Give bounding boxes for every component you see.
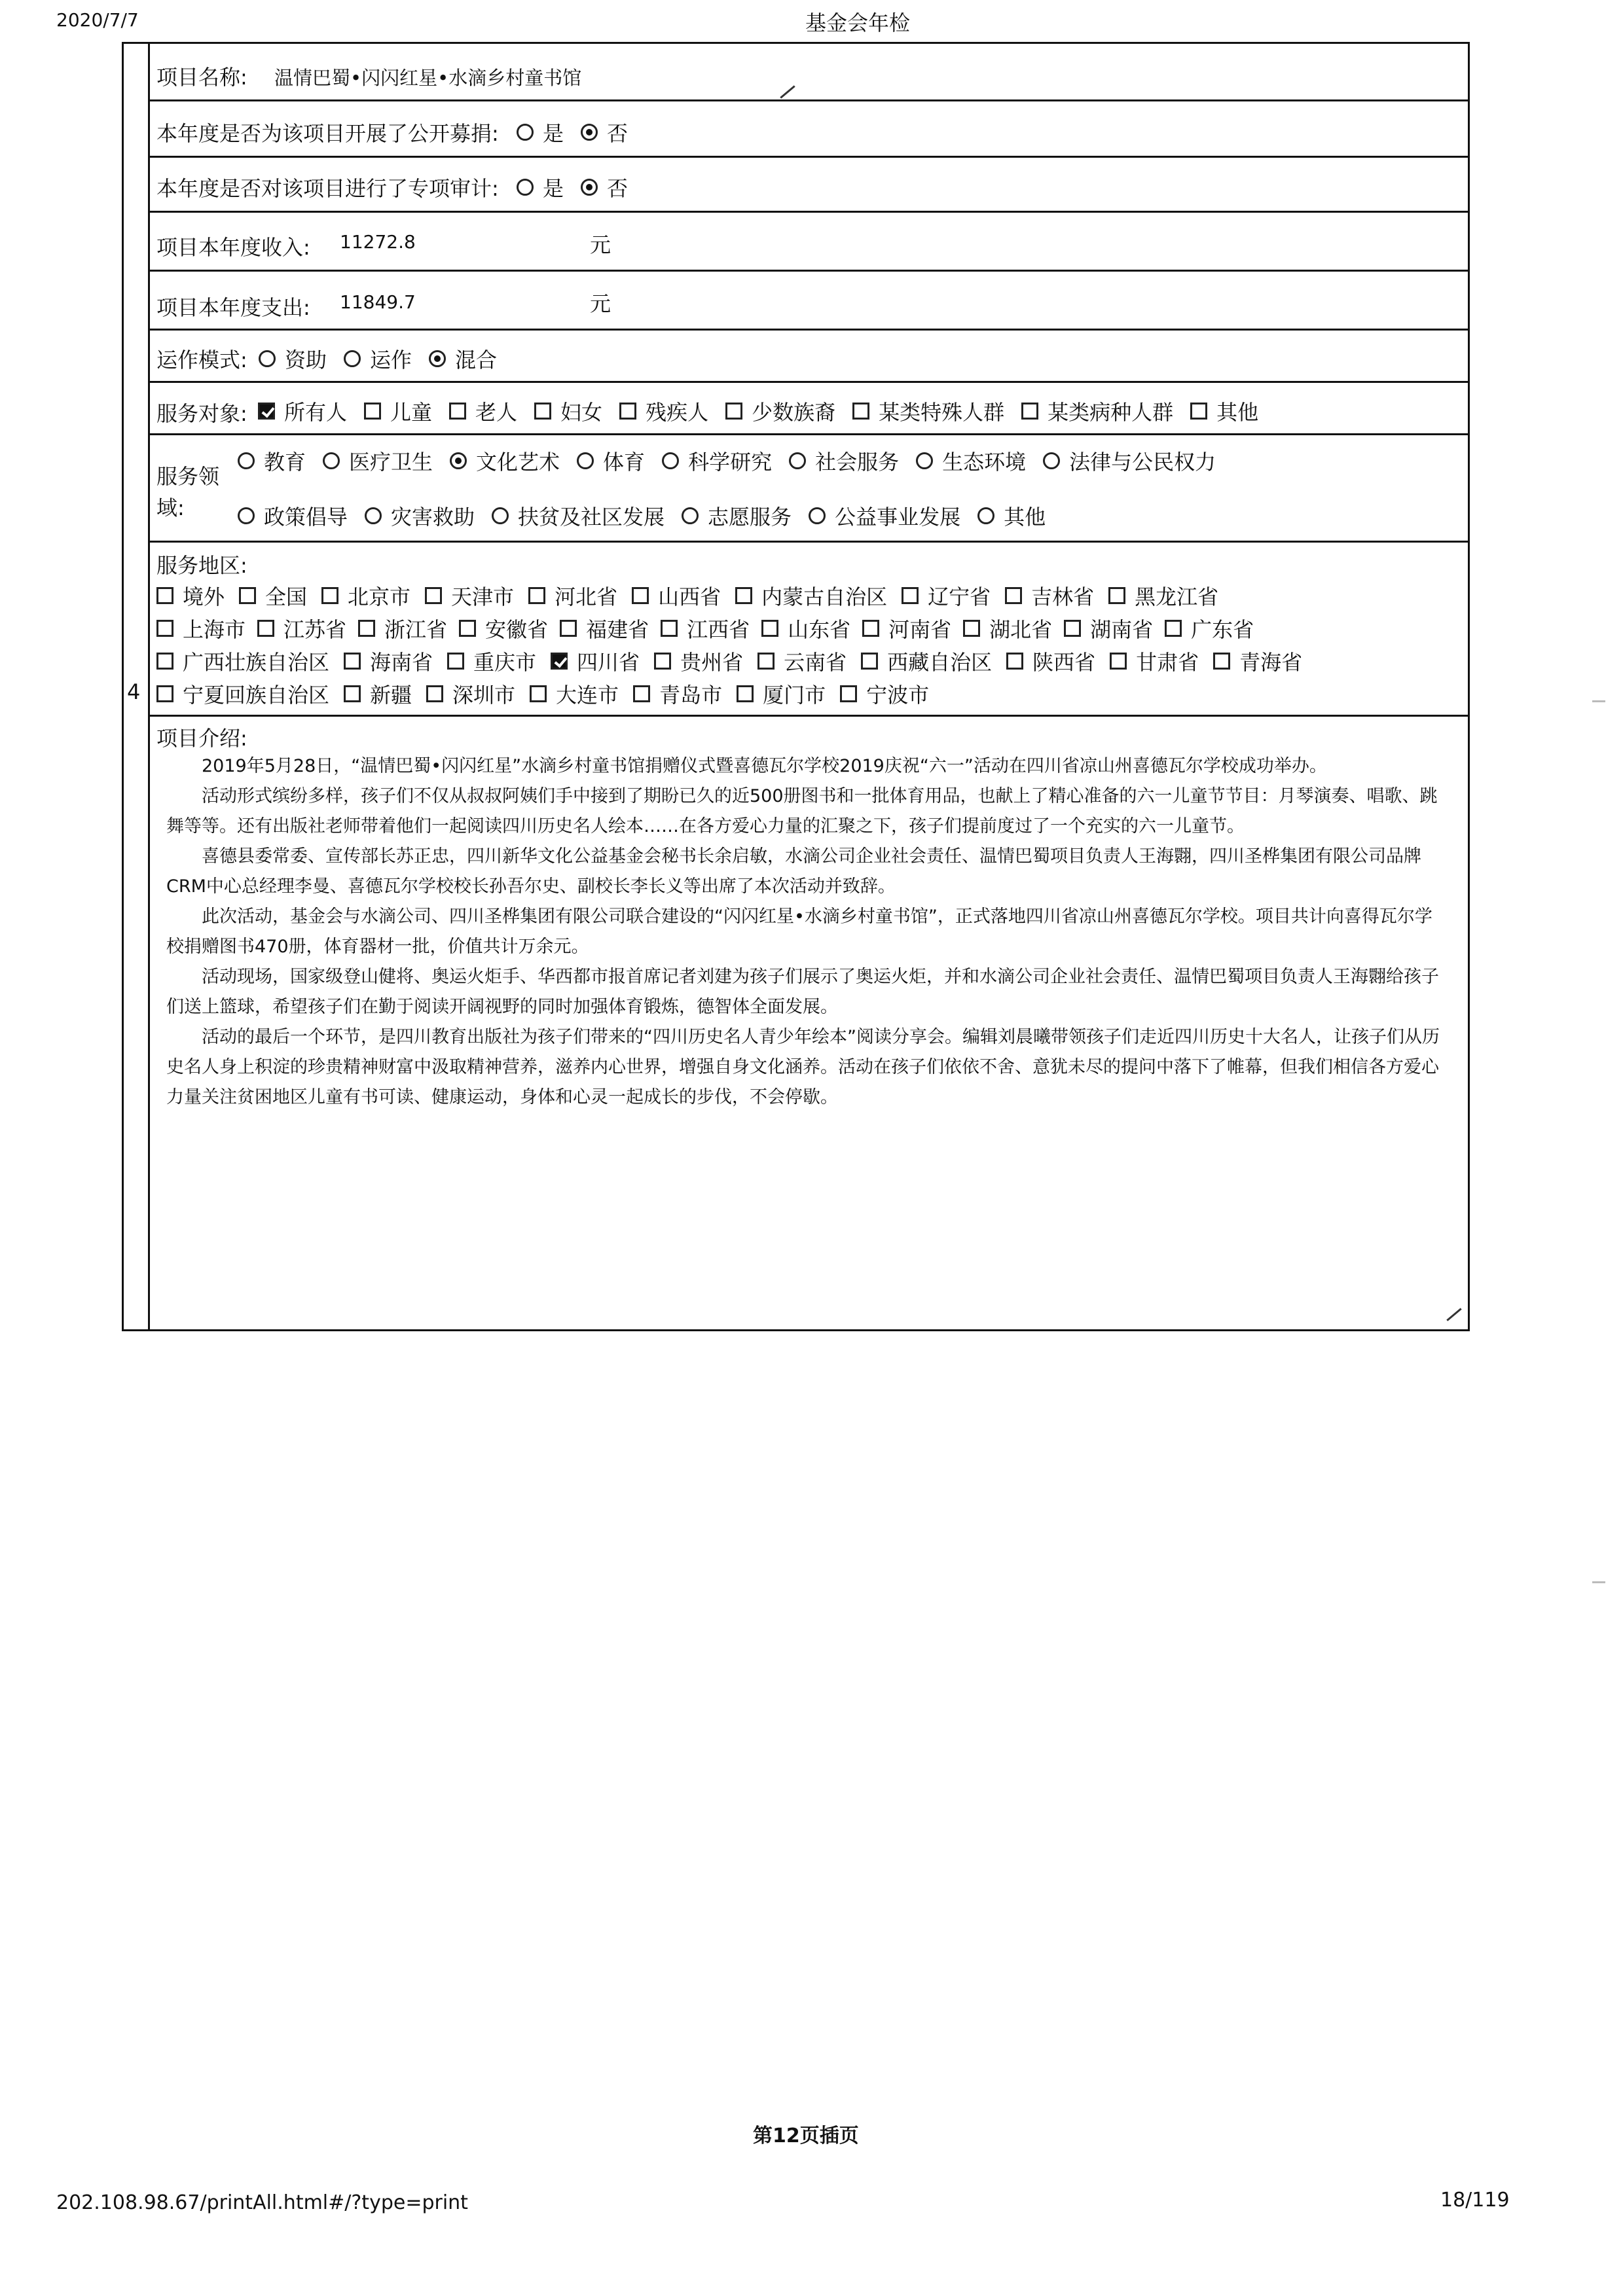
region-abroad-checkbox[interactable]: 境外 xyxy=(156,581,225,611)
mode-operation-radio[interactable]: 运作 xyxy=(344,344,412,374)
row-expense xyxy=(150,272,1470,331)
scan-edge-mark xyxy=(1592,700,1605,702)
region-jiangxi-checkbox[interactable]: 江西省 xyxy=(661,613,750,643)
region-tibet-checkbox[interactable]: 西藏自治区 xyxy=(861,646,992,676)
target-everyone-checkbox[interactable]: 所有人 xyxy=(258,396,347,426)
field-science-radio[interactable]: 科学研究 xyxy=(662,446,772,476)
region-jilin-checkbox[interactable]: 吉林省 xyxy=(1005,581,1094,611)
region-zhejiang-checkbox[interactable]: 浙江省 xyxy=(358,613,447,643)
income-label: 项目本年度收入: xyxy=(156,235,310,260)
region-shandong-checkbox[interactable]: 山东省 xyxy=(761,613,850,643)
row-number: 4 xyxy=(127,679,141,704)
field-volunteer-radio[interactable]: 志愿服务 xyxy=(682,501,792,531)
region-hunan-checkbox[interactable]: 湖南省 xyxy=(1064,613,1153,643)
row-project-name xyxy=(150,44,1470,101)
region-dalian-checkbox[interactable]: 大连市 xyxy=(530,679,619,709)
region-heilongjiang-checkbox[interactable]: 黑龙江省 xyxy=(1108,581,1218,611)
target-elderly-checkbox[interactable]: 老人 xyxy=(449,396,517,426)
row-income xyxy=(150,213,1470,272)
row-service-targets xyxy=(150,383,1470,435)
mode-label: 运作模式: xyxy=(156,348,247,372)
region-gansu-checkbox[interactable]: 甘肃省 xyxy=(1110,646,1199,676)
region-henan-checkbox[interactable]: 河南省 xyxy=(862,613,951,643)
print-date: 2020/7/7 xyxy=(56,9,139,31)
region-shanxi-checkbox[interactable]: 山西省 xyxy=(632,581,721,611)
region-ningbo-checkbox[interactable]: 宁波市 xyxy=(840,679,929,709)
expense-label: 项目本年度支出: xyxy=(156,295,310,320)
intro-paragraph: 2019年5月28日，“温情巴蜀•闪闪红星”水滴乡村童书馆捐赠仪式暨喜德瓦尔学校2019庆祝“六一”活动在四川省凉山州喜德瓦尔学校成功举办。 xyxy=(202,756,1327,776)
field-disaster-relief-radio[interactable]: 灾害救助 xyxy=(365,501,475,531)
intro-textarea[interactable] xyxy=(166,751,1450,1113)
footer-page-count: 18/119 xyxy=(1440,2189,1510,2212)
intro-paragraph: 喜德县委常委、宣传部长苏正忠，四川新华文化公益基金会秘书长余启敏，水滴公司企业社会责任、温情巴蜀项目负责人王海翾，四川圣桦集团有限公司品牌CRM中心总经理李曼、喜德瓦尔学校校长孙吾尔史、副校长李长义等出席了本次活动并致辞。 xyxy=(166,846,1421,897)
row-service-regions xyxy=(150,543,1470,717)
audit-label: 本年度是否对该项目进行了专项审计: xyxy=(156,176,499,201)
intro-paragraph: 活动现场，国家级登山健将、奥运火炬手、华西都市报首席记者刘建为孩子们展示了奥运火炬，并和水滴公司企业社会责任、温情巴蜀项目负责人王海翾给孩子们送上篮球，希望孩子们在勤于阅读开阔视野的同时加强体育锻炼，德智体全面发展。 xyxy=(166,967,1439,1017)
income-value: 11272.8 xyxy=(340,231,416,253)
region-guangxi-checkbox[interactable]: 广西壮族自治区 xyxy=(156,646,329,676)
field-sports-radio[interactable]: 体育 xyxy=(577,446,645,476)
region-hubei-checkbox[interactable]: 湖北省 xyxy=(963,613,1052,643)
region-hainan-checkbox[interactable]: 海南省 xyxy=(344,646,433,676)
region-hebei-checkbox[interactable]: 河北省 xyxy=(528,581,617,611)
target-minorities-checkbox[interactable]: 少数族裔 xyxy=(725,396,835,426)
field-policy-advocacy-radio[interactable]: 政策倡导 xyxy=(238,501,348,531)
region-shaanxi-checkbox[interactable]: 陕西省 xyxy=(1006,646,1095,676)
public-fundraising-label: 本年度是否为该项目开展了公开募捐: xyxy=(156,121,499,146)
regions-line4 xyxy=(156,679,943,709)
field-culture-arts-radio[interactable]: 文化艺术 xyxy=(450,446,560,476)
mode-mixed-radio[interactable]: 混合 xyxy=(429,344,497,374)
field-education-radio[interactable]: 教育 xyxy=(238,446,306,476)
public-fundraising-no-radio[interactable]: 否 xyxy=(581,117,628,147)
audit-no-radio[interactable]: 否 xyxy=(581,172,628,202)
field-poverty-community-radio[interactable]: 扶贫及社区发展 xyxy=(492,501,665,531)
expense-unit: 元 xyxy=(590,291,611,316)
target-other-checkbox[interactable]: 其他 xyxy=(1190,396,1258,426)
field-ecology-radio[interactable]: 生态环境 xyxy=(916,446,1026,476)
regions-label: 服务地区: xyxy=(156,553,247,578)
row-operation-mode xyxy=(150,331,1470,383)
project-name-value: 温情巴蜀•闪闪红星•水滴乡村童书馆 xyxy=(274,67,582,89)
field-other-radio[interactable]: 其他 xyxy=(977,501,1046,531)
field-law-rights-radio[interactable]: 法律与公民权力 xyxy=(1043,446,1216,476)
field-social-service-radio[interactable]: 社会服务 xyxy=(789,446,899,476)
target-children-checkbox[interactable]: 儿童 xyxy=(364,396,432,426)
textarea-resize-handle xyxy=(1446,1308,1461,1321)
region-yunnan-checkbox[interactable]: 云南省 xyxy=(757,646,847,676)
public-fundraising-yes-radio[interactable]: 是 xyxy=(517,117,564,147)
target-women-checkbox[interactable]: 妇女 xyxy=(534,396,602,426)
region-chongqing-checkbox[interactable]: 重庆市 xyxy=(447,646,536,676)
region-guizhou-checkbox[interactable]: 贵州省 xyxy=(654,646,743,676)
row-service-fields xyxy=(150,435,1470,543)
audit-yes-radio[interactable]: 是 xyxy=(517,172,564,202)
region-beijing-checkbox[interactable]: 北京市 xyxy=(321,581,410,611)
region-xiamen-checkbox[interactable]: 厦门市 xyxy=(737,679,826,709)
intro-label: 项目介绍: xyxy=(156,726,247,751)
intro-paragraph: 此次活动，基金会与水滴公司、四川圣桦集团有限公司联合建设的“闪闪红星•水滴乡村童书馆”，正式落地四川省凉山州喜德瓦尔学校。项目共计向喜得瓦尔学校捐赠图书470册，体育器材一批，价值共计万余元。 xyxy=(166,906,1432,957)
fields-label-line1: 服务领 xyxy=(156,464,220,489)
field-public-welfare-radio[interactable]: 公益事业发展 xyxy=(809,501,960,531)
regions-line1 xyxy=(156,581,1233,611)
income-unit: 元 xyxy=(590,232,611,257)
regions-line2 xyxy=(156,613,1254,643)
region-sichuan-checkbox[interactable]: 四川省 xyxy=(551,646,640,676)
region-tianjin-checkbox[interactable]: 天津市 xyxy=(425,581,514,611)
region-qingdao-checkbox[interactable]: 青岛市 xyxy=(633,679,722,709)
region-national-checkbox[interactable]: 全国 xyxy=(239,581,307,611)
region-jiangsu-checkbox[interactable]: 江苏省 xyxy=(257,613,346,643)
regions-line3 xyxy=(156,646,1302,676)
pen-mark xyxy=(780,85,795,98)
region-liaoning-checkbox[interactable]: 辽宁省 xyxy=(902,581,991,611)
fields-label-line2: 域: xyxy=(156,495,185,520)
mode-funding-radio[interactable]: 资助 xyxy=(259,344,327,374)
expense-value: 11849.7 xyxy=(340,291,416,313)
target-disease-group-checkbox[interactable]: 某类病种人群 xyxy=(1021,396,1173,426)
intro-paragraph: 活动形式缤纷多样，孩子们不仅从叔叔阿姨们手中接到了期盼已久的近500册图书和一批体育用品，也献上了精心准备的六一儿童节节目：月琴演奏、唱歌、跳舞等等。还有出版社老师带着他们一起阅读四川历史名人绘本……在各方爱心力量的汇聚之下，孩子们提前度过了一个充实的六一儿童节。 xyxy=(166,786,1438,836)
region-shanghai-checkbox[interactable]: 上海市 xyxy=(156,613,246,643)
region-fujian-checkbox[interactable]: 福建省 xyxy=(560,613,649,643)
project-name-label: 项目名称: xyxy=(156,65,247,90)
region-anhui-checkbox[interactable]: 安徽省 xyxy=(459,613,548,643)
page-title: 基金会年检 xyxy=(805,10,911,35)
target-special-group-checkbox[interactable]: 某类特殊人群 xyxy=(852,396,1004,426)
intro-paragraph: 活动的最后一个环节，是四川教育出版社为孩子们带来的“四川历史名人青少年绘本”阅读分享会。编辑刘晨曦带领孩子们走近四川历史十大名人，让孩子们从历史名人身上积淀的珍贵精神财富中汲取精神营养，滋养内心世界，增强自身文化涵养。活动在孩子们依依不舍、意犹未尽的提问中落下了帷幕，但我们相信各方爱心力量关注贫困地区儿童有书可读、健康运动，身体和心灵一起成长的步伐，不会停歇。 xyxy=(166,1027,1440,1107)
page-insert-note: 第12页插页 xyxy=(753,2125,859,2147)
region-guangdong-checkbox[interactable]: 广东省 xyxy=(1165,613,1254,643)
region-inner-mongolia-checkbox[interactable]: 内蒙古自治区 xyxy=(735,581,887,611)
targets-label: 服务对象: xyxy=(156,401,247,426)
scan-edge-mark xyxy=(1592,1581,1605,1583)
region-xinjiang-checkbox[interactable]: 新疆 xyxy=(344,679,412,709)
region-qinghai-checkbox[interactable]: 青海省 xyxy=(1213,646,1302,676)
region-shenzhen-checkbox[interactable]: 深圳市 xyxy=(426,679,515,709)
footer-url: 202.108.98.67/printAll.html#/?type=print xyxy=(56,2191,468,2214)
target-disabled-checkbox[interactable]: 残疾人 xyxy=(619,396,708,426)
region-ningxia-checkbox[interactable]: 宁夏回族自治区 xyxy=(156,679,329,709)
field-health-radio[interactable]: 医疗卫生 xyxy=(323,446,433,476)
row-public-fundraising xyxy=(150,101,1470,158)
row-special-audit xyxy=(150,158,1470,213)
